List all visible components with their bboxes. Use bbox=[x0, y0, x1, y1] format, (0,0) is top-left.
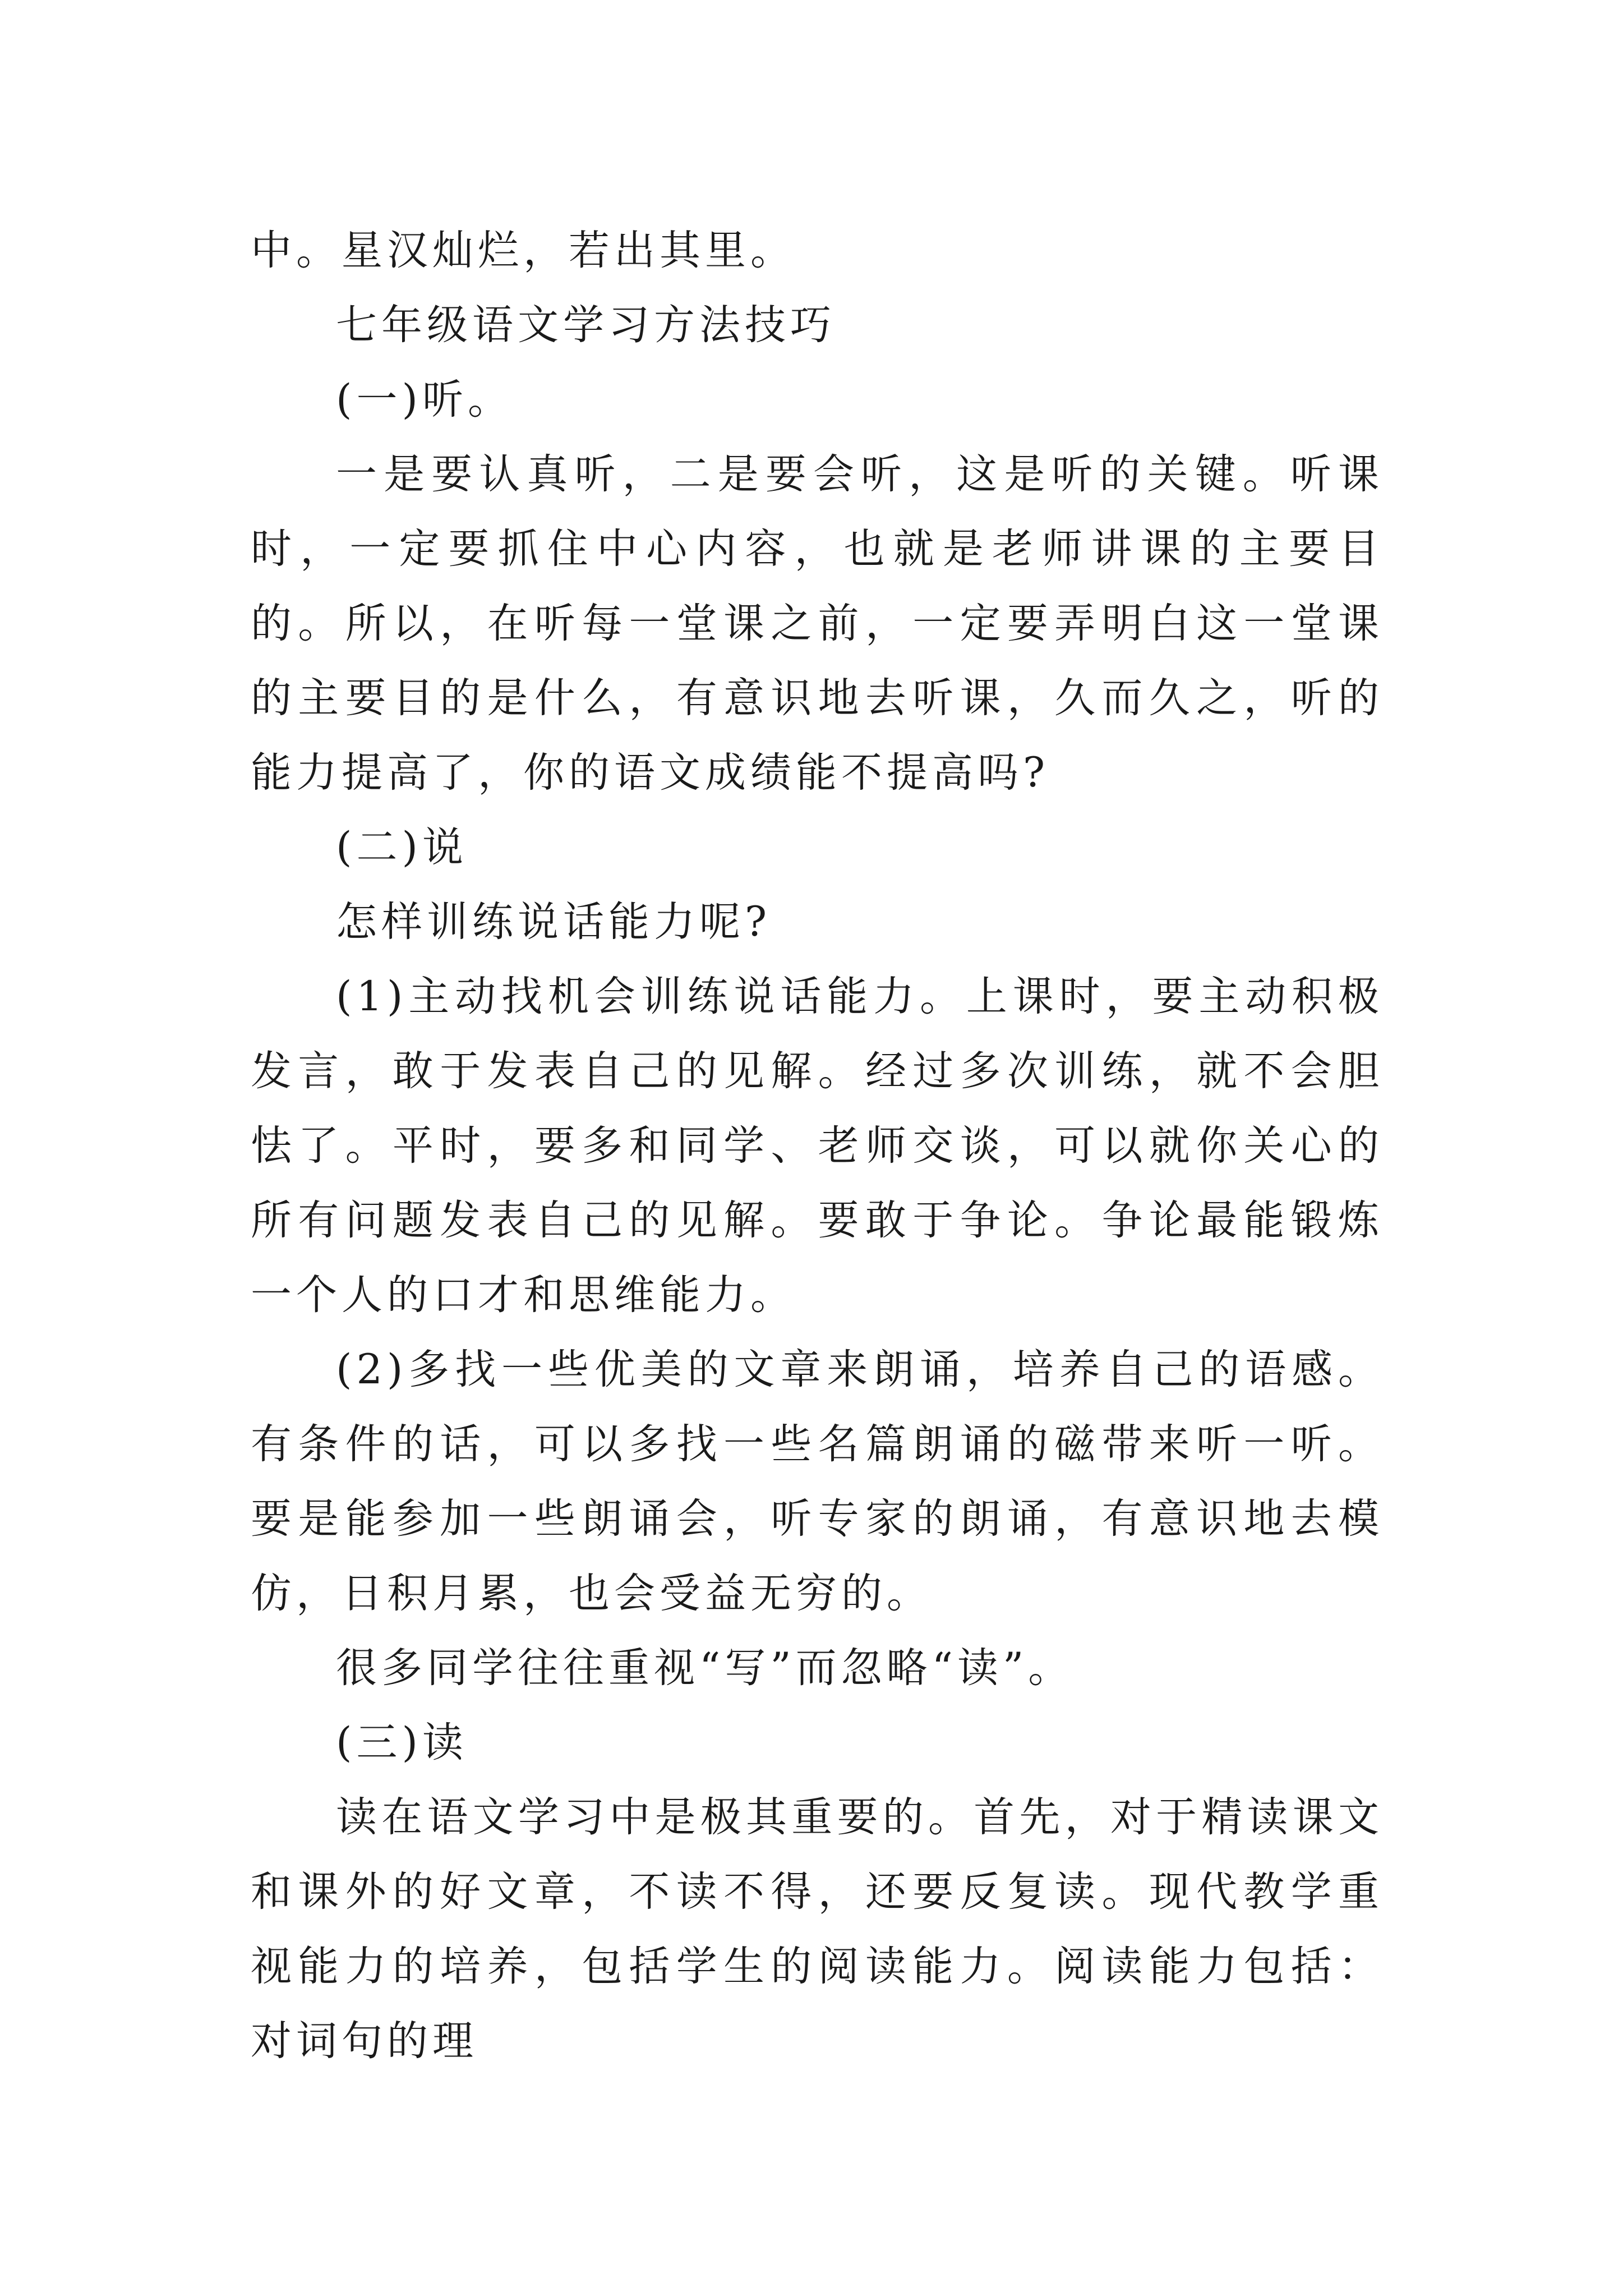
paragraph-read-note: 很多同学往往重视“写”而忽略“读”。 bbox=[336, 1644, 1074, 1692]
paragraph-speak-point-1: (1)主动找机会训练说话能力。上课时，要主动积极发言，敢于发表自己的见解。经过多次训练，就不会胆怯了。平时，要多和同学、老师交谈，可以就你关心的所有问题发表自己的见解。要敢于争论。争论最能锻炼一个人的口才和思维能力。 bbox=[251, 973, 1384, 1319]
subheading-speak: (二)说 bbox=[336, 823, 468, 871]
paragraph-speak-question: 怎样训练说话能力呢? bbox=[336, 898, 772, 946]
section-heading: 七年级语文学习方法技巧 bbox=[336, 301, 836, 349]
subheading-listen: (一)听。 bbox=[336, 376, 513, 424]
paragraph-continuation: 中。星汉灿烂，若出其里。 bbox=[251, 227, 796, 274]
paragraph-listen: 一是要认真听，二是要会听，这是听的关键。听课时，一定要抓住中心内容，也就是老师讲课的主要目的。所以，在听每一堂课之前，一定要弄明白这一堂课的主要目的是什么，有意识地去听课，久而久之，听的能力提高了，你的语文成绩能不提高吗? bbox=[251, 450, 1384, 797]
paragraph-speak-point-2: (2)多找一些优美的文章来朗诵，培养自己的语感。有条件的话，可以多找一些名篇朗诵的磁带来听一听。要是能参加一些朗诵会，听专家的朗诵，有意识地去模仿，日积月累，也会受益无穷的。 bbox=[251, 1346, 1384, 1617]
paragraph-read: 读在语文学习中是极其重要的。首先，对于精读课文和课外的好文章，不读不得，还要反复读。现代教学重视能力的培养，包括学生的阅读能力。阅读能力包括：对词句的理 bbox=[251, 1793, 1384, 2065]
document-body bbox=[251, 213, 1384, 2078]
subheading-read: (三)读 bbox=[336, 1719, 468, 1766]
